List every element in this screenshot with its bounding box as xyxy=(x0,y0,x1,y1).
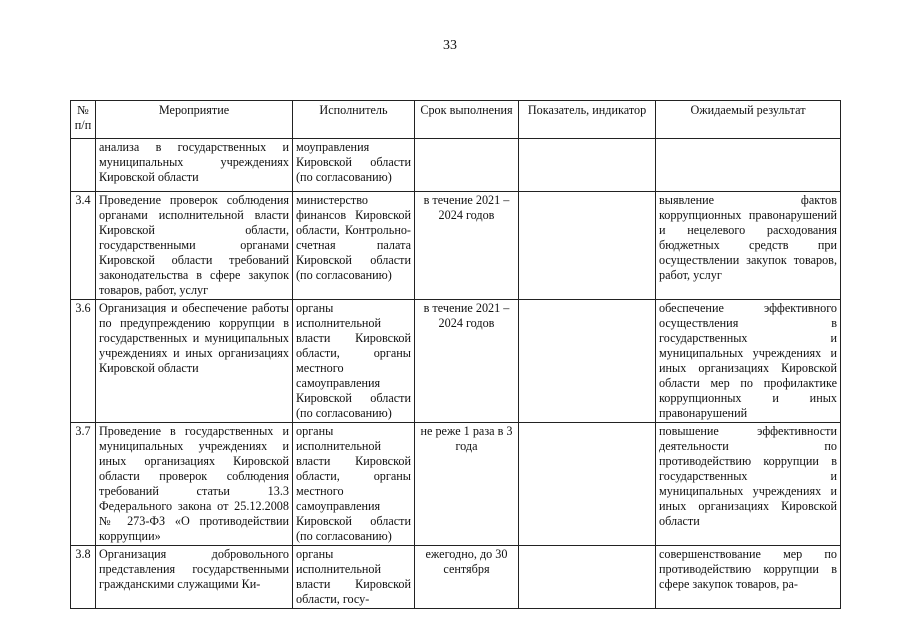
row-num: 3.6 xyxy=(71,300,96,423)
table-row xyxy=(71,546,841,609)
row-indicator xyxy=(519,192,656,300)
table-row xyxy=(71,139,841,192)
row-result xyxy=(656,139,841,192)
header-executor: Исполнитель xyxy=(293,101,415,139)
header-event: Мероприятие xyxy=(96,101,293,139)
row-num xyxy=(71,139,96,192)
table-row xyxy=(71,423,841,546)
table-header-row xyxy=(71,101,841,139)
row-result: совершенствование мер по противодействию коррупции в сфере закупок товаров, ра- xyxy=(656,546,841,609)
row-executor: органы исполнительной власти Кировской области, госу- xyxy=(293,546,415,609)
row-term: в течение 2021 – 2024 годов xyxy=(415,192,519,300)
row-indicator xyxy=(519,300,656,423)
row-executor: министерство финансов Кировской области, Контрольно-счетная палата Кировской области (по согласованию) xyxy=(293,192,415,300)
row-term: не реже 1 раза в 3 года xyxy=(415,423,519,546)
header-term: Срок выполнения xyxy=(415,101,519,139)
row-num: 3.4 xyxy=(71,192,96,300)
row-event: Организация добровольного представления государственными гражданскими служащими Ки- xyxy=(96,546,293,609)
row-indicator xyxy=(519,423,656,546)
row-num: 3.7 xyxy=(71,423,96,546)
row-executor: моуправления Кировской области (по согласованию) xyxy=(293,139,415,192)
row-event: Проведение проверок соблюдения органами исполнительной власти Кировской области, государственными органами Кировской области требований законодательства в сфере закупок товаров, работ, услуг xyxy=(96,192,293,300)
row-executor: органы исполнительной власти Кировской области, органы местного самоуправления Кировской области (по согласованию) xyxy=(293,300,415,423)
page-number: 33 xyxy=(443,38,457,53)
header-result: Ожидаемый результат xyxy=(656,101,841,139)
row-indicator xyxy=(519,546,656,609)
row-event: анализа в государственных и муниципальных учреждениях Кировской области xyxy=(96,139,293,192)
row-term: в течение 2021 – 2024 годов xyxy=(415,300,519,423)
row-indicator xyxy=(519,139,656,192)
row-executor: органы исполнительной власти Кировской области, органы местного самоуправления Кировской области (по согласованию) xyxy=(293,423,415,546)
row-event: Проведение в государственных и муниципальных учреждениях и иных организациях Кировской области проверок соблюдения требований статьи 13.3 Федерального закона от 25.12.2008 № 273-ФЗ «О противодействии коррупции» xyxy=(96,423,293,546)
row-result: выявление фактов коррупционных правонарушений и нецелевого расходования бюджетных средств при осуществлении закупок товаров, работ, услуг xyxy=(656,192,841,300)
table-row xyxy=(71,300,841,423)
row-result: обеспечение эффективного осуществления в государственных и муниципальных учреждениях и иных организациях Кировской области мер по профилактике коррупционных и иных правонарушений xyxy=(656,300,841,423)
header-num: № п/п xyxy=(71,101,96,139)
table-row xyxy=(71,192,841,300)
row-event: Организация и обеспечение работы по предупреждению коррупции в государственных и муниципальных учреждениях и иных организациях Кировской области xyxy=(96,300,293,423)
row-term xyxy=(415,139,519,192)
anticorruption-plan-table xyxy=(70,100,841,609)
header-indicator: Показатель, индикатор xyxy=(519,101,656,139)
row-num: 3.8 xyxy=(71,546,96,609)
row-result: повышение эффективности деятельности по противодействию коррупции в государственных и муниципальных учреждениях и иных организациях Кировской области xyxy=(656,423,841,546)
row-term: ежегодно, до 30 сентября xyxy=(415,546,519,609)
